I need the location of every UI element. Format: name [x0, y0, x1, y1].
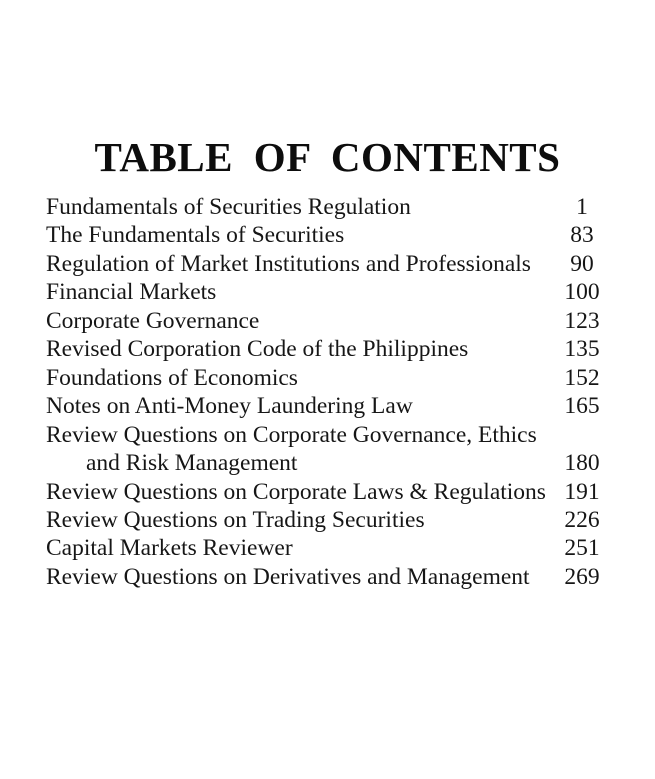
toc-entry-title: Regulation of Market Institutions and Professionals	[46, 250, 531, 277]
toc-row	[46, 250, 606, 278]
page-title: TABLE OF CONTENTS	[94, 134, 561, 181]
toc-entry-title: Review Questions on Derivatives and Management	[46, 563, 530, 590]
toc-row	[46, 307, 606, 335]
toc-row	[46, 563, 606, 591]
toc-row	[46, 449, 606, 477]
toc-row	[46, 421, 606, 449]
toc-page-number: 251	[564, 535, 600, 562]
toc-row	[46, 506, 606, 534]
toc-row	[46, 478, 606, 506]
toc-entry-title: Review Questions on Trading Securities	[46, 506, 425, 533]
toc-page-number: 226	[564, 506, 600, 533]
toc-page-number: 180	[564, 450, 600, 477]
toc-entry-title: Notes on Anti-Money Laundering Law	[46, 393, 413, 420]
toc-entry-title: Review Questions on Corporate Laws & Regulations	[46, 478, 546, 505]
toc-row	[46, 193, 606, 221]
toc-page-number: 83	[570, 222, 594, 249]
toc-entry-title: Fundamentals of Securities Regulation	[46, 194, 411, 220]
toc-entry-title: Corporate Governance	[46, 307, 260, 334]
toc-page-number: 1	[576, 194, 588, 220]
toc-page-number: 123	[564, 307, 600, 334]
toc-entry-title: and Risk Management	[86, 450, 298, 477]
toc-entry-title: Foundations of Economics	[46, 364, 298, 391]
toc-page-number: 152	[564, 364, 600, 391]
toc-row	[46, 392, 606, 420]
toc-row	[46, 534, 606, 562]
toc-row	[46, 278, 606, 306]
toc-page-number: 100	[564, 279, 600, 306]
toc-entry-title: Capital Markets Reviewer	[46, 535, 293, 562]
toc-row	[46, 221, 606, 249]
toc-entry-title: Revised Corporation Code of the Philippines	[46, 336, 469, 363]
toc-page-number: 135	[564, 336, 600, 363]
toc-entry-title: Review Questions on Corporate Governance, Ethics	[46, 421, 537, 448]
toc-row	[46, 364, 606, 392]
toc-page-number: 165	[564, 393, 600, 420]
toc-entry-title: Financial Markets	[46, 279, 217, 306]
toc-page-number: 191	[564, 478, 600, 505]
toc-page-number: 90	[570, 250, 594, 277]
toc-entry-title: The Fundamentals of Securities	[46, 222, 345, 249]
toc-list	[46, 193, 606, 591]
toc-row	[46, 335, 606, 363]
toc-page-number: 269	[564, 563, 600, 590]
